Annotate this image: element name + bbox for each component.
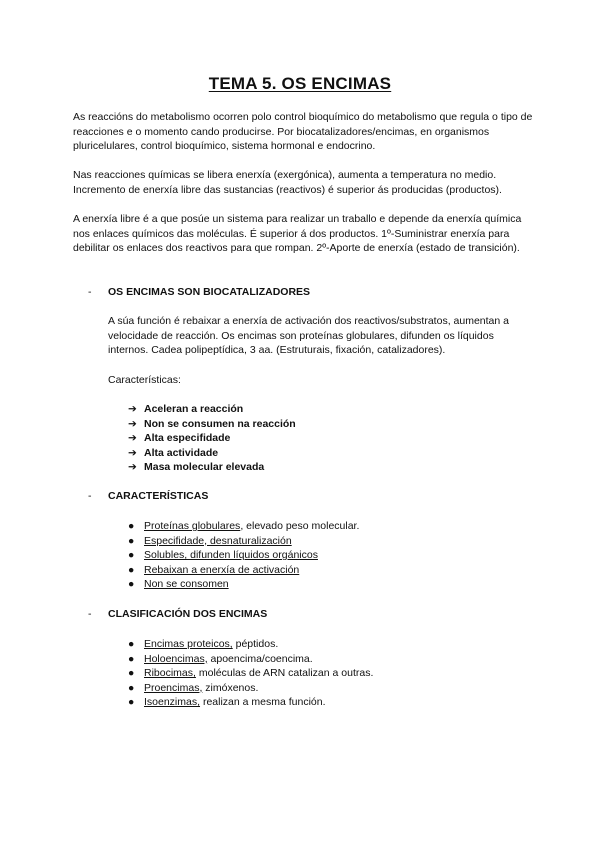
- characteristics-list: [128, 519, 359, 592]
- section1-description: A súa función é rebaixar a enerxía de activación dos reactivos/substratos, aumentan a velocidade de reacción. Os encimas son proteínas globulares, difunden os líquidos internos. Cadea polipeptídica, 3 aa. (Estruturais, fixación, catalizadores).: [108, 315, 509, 357]
- bullet-icon: ●: [128, 549, 135, 562]
- intro-paragraph-2: Nas reacciones químicas se libera enerxía (exergónica), aumenta a temperatura no medio. Incremento de enerxía libre das sustancias (reactivos) é superior ás producidas (productos).: [73, 169, 502, 196]
- list-item: ● Non se consomen: [128, 578, 229, 591]
- bullet-icon: ●: [128, 563, 135, 576]
- bullet-icon: ●: [128, 578, 135, 591]
- bullet-icon: ●: [128, 696, 135, 709]
- list-item: ➔ Aceleran a reacción: [128, 403, 244, 415]
- section-heading-biocatalizadores: - OS ENCIMAS SON BIOCATALIZADORES: [88, 286, 311, 298]
- section-heading-caracteristicas: - CARACTERÍSTICAS: [88, 490, 209, 502]
- list-item: ➔ Non se consumen na reacción: [128, 417, 296, 430]
- list-item: ● Especifidade, desnaturalización: [128, 534, 292, 547]
- list-item: ● Solubles, difunden líquidos orgánicos: [128, 549, 318, 562]
- bullet-icon: ●: [128, 534, 135, 547]
- bullet-icon: ●: [128, 638, 135, 650]
- list-item: ➔ Masa molecular elevada: [128, 461, 265, 474]
- list-item: ● Encimas proteicos, péptidos.: [128, 638, 279, 650]
- intro-paragraph-1: As reaccións do metabolismo ocorren polo control bioquímico do metabolismo que regula o tipo de reacciones e o momento cando producirse. Por biocatalizadores/encimas, en organismos pluricelulares, control bioquímico, sistema hormonal e endocrino.: [73, 111, 533, 153]
- bullet-icon: ●: [128, 667, 135, 680]
- list-item: ● Isoenzimas, realizan a mesma función.: [128, 696, 326, 709]
- bullet-icon: ●: [128, 652, 135, 665]
- section-marker: -: [88, 608, 92, 620]
- list-item: ● Proencimas, zimóxenos.: [128, 681, 259, 694]
- arrow-icon: ➔: [128, 417, 137, 430]
- section-marker: -: [88, 490, 92, 502]
- bullet-icon: ●: [128, 681, 135, 694]
- list-item: ➔ Alta especifidade: [128, 432, 231, 445]
- list-item: ● Holoencimas, apoencima/coencima.: [128, 652, 313, 665]
- list-item: ● Rebaixan a enerxía de activación: [128, 563, 300, 576]
- bullet-icon: ●: [128, 520, 135, 532]
- features-label: Características:: [108, 374, 181, 386]
- list-item: ● Ribocimas, moléculas de ARN catalizan a outras.: [128, 667, 374, 680]
- arrow-icon: ➔: [128, 432, 137, 445]
- list-item: ➔ Alta actividade: [128, 446, 219, 459]
- intro-paragraph-3: A enerxía libre é a que posúe un sistema para realizar un traballo e depende da enerxía química nos enlaces químicos das moléculas. É superior á dos productos. 1º-Suministrar enerxía para debilitar os enlaces dos reactivos para que rompan. 2º-Aporte de enerxía (estado de transición).: [73, 213, 522, 255]
- section-heading-clasificacion: - CLASIFICACIÓN DOS ENCIMAS: [88, 608, 268, 620]
- section-marker: -: [88, 286, 92, 298]
- arrow-icon: ➔: [128, 446, 137, 459]
- arrow-icon: ➔: [128, 461, 137, 474]
- list-item: ● Proteínas globulares, elevado peso molecular.: [128, 520, 360, 532]
- classification-list: [128, 637, 373, 710]
- page-title: TEMA 5. OS ENCIMAS: [208, 74, 392, 93]
- features-list: [128, 402, 296, 475]
- arrow-icon: ➔: [128, 403, 137, 415]
